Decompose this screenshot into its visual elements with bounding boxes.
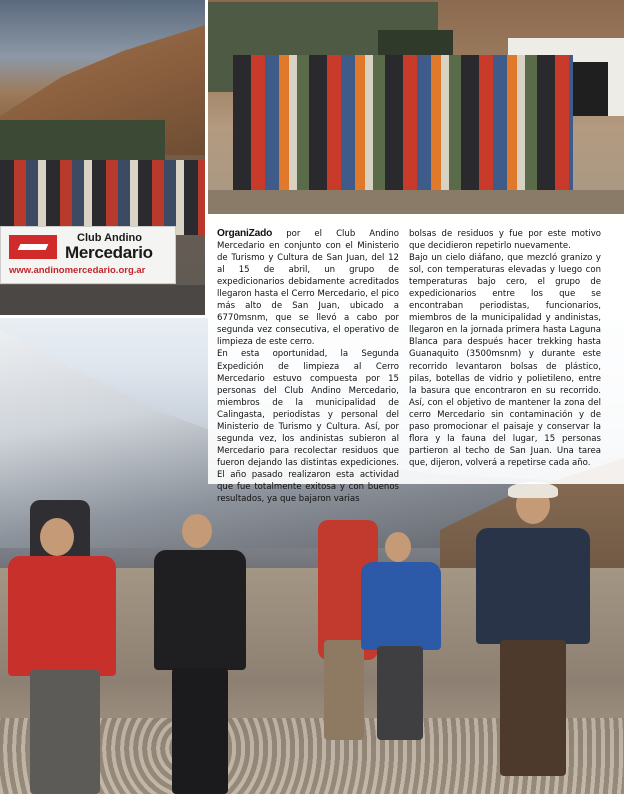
hiker-black-jacket (150, 510, 250, 794)
article-paragraph: bolsas de residuos y fue por este motivo que decidieron repetirlo nuevamente. (409, 229, 601, 252)
article-paragraph (217, 228, 399, 348)
group-photo-vehicle (208, 0, 624, 214)
hiker-head (182, 514, 212, 548)
hiker-navy-jacket (470, 486, 596, 776)
banner-website: www.andinomercedario.org.ar (9, 265, 146, 276)
expedition-group (233, 55, 573, 195)
lead-word: OrganiZado (217, 228, 273, 239)
club-logo-icon (9, 235, 57, 259)
expedition-group (0, 160, 205, 235)
hiker-legs (172, 668, 228, 794)
hiker-legs (377, 646, 423, 740)
hiker-legs (30, 670, 100, 794)
article-paragraph: En esta oportunidad, la Segunda Expedición de limpieza al Cerro Mercedario estuvo compuesta por 15 personas del Club Andino Mercedario, miembros de la municipalidad de Calingasta, periodistas y personal del Ministerio de Turismo y Cultura. Así, por segunda vez, los andinistas subieron al Mercedario para recolectar residuos que fueron dejando las distintas expediciones. El año pasado realizaron esta actividad que fue totalmente exitosa y con buenos resultados, ya que bajaron varias (217, 349, 399, 505)
ground (208, 190, 624, 214)
article-column-right (409, 228, 601, 469)
hiker-torso (361, 562, 441, 650)
hiker-head (40, 518, 74, 556)
hiker-red-jacket (0, 490, 130, 794)
hiker-torso (8, 556, 116, 676)
article-paragraph: Bajo un cielo diáfano, que mezcló granizo y sol, con temperaturas elevadas y luego con temperaturas bajo cero, el grupo de expedicionarios entre los que se encontraban periodistas, funcionarios, miembros de la municipalidad y andinistas, llegaron en la jornada primera hasta Laguna Blanca para después hacer trekking hasta Guanaquito (3500msnm) y durante este recorrido levantaron bolsas de plástico, pilas, botellas de vidrio y polietileno, entre la basura que encontraron en su recorrido. Así, con el objetivo de mantener la zona del cerro Mercedario sin contaminación y de paso promocionar el paisaje y conservar la flora y la fauna del lugar, 15 personas partieron al techo de San Juan. Una tarea que, dijeron, volverá a repetirse cada año. (409, 253, 601, 468)
group-photo-banner (0, 0, 205, 315)
banner-club-line2: Mercedario (65, 243, 153, 262)
hiker-head (385, 532, 411, 562)
article-text (208, 216, 624, 505)
ground (0, 285, 205, 315)
banner-club-line1: Club Andino (77, 232, 142, 244)
hiker-legs (500, 640, 566, 776)
club-banner (0, 226, 176, 284)
hiker-blue-jacket (355, 528, 445, 740)
article-column-left (217, 228, 399, 505)
paragraph-text: por el Club Andino Mercedario en conjunto con el Ministerio de Turismo y Cultura de San Juan, del 12 al 15 de abril, un grupo de expedicionarios debidamente acreditados llegaron hasta el Cerro Mercedario, el pico más alto de San Juan, ubicado a 6770msnm, que se llevó a cabo por segunda vez consecutiva, el operativo de limpieza de este cerro. (217, 229, 399, 348)
hiker-hat (508, 482, 558, 498)
hiker-torso (476, 528, 590, 644)
hiker-torso (154, 550, 246, 670)
